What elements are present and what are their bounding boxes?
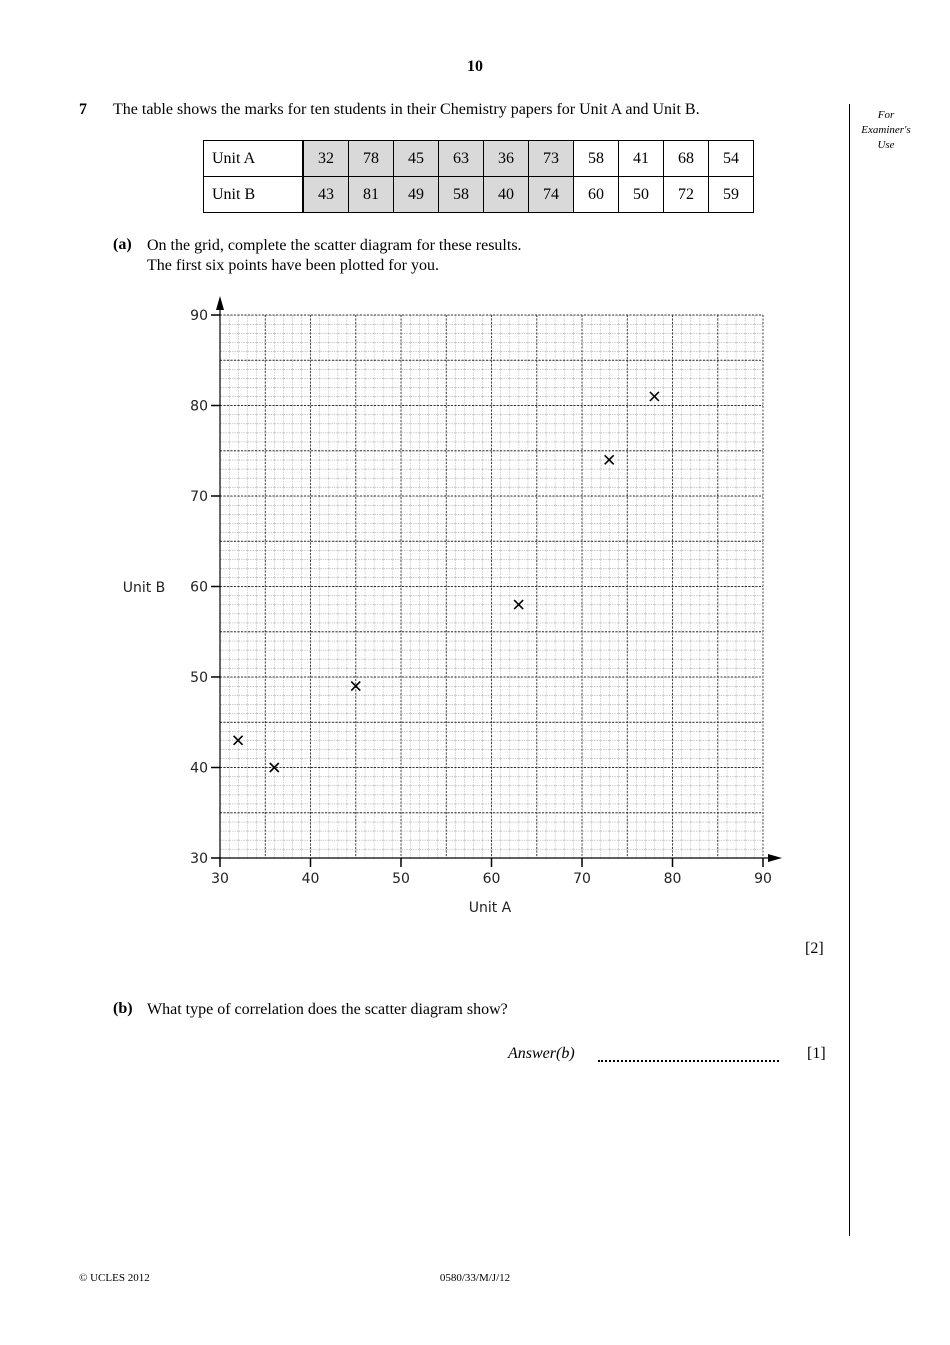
y-axis-arrow [216,296,224,310]
marks-cell: 40 [484,177,529,213]
marks-cell: 68 [664,141,709,177]
question-number: 7 [79,101,87,118]
marks-cell: 59 [709,177,754,213]
part-b-marks: [1] [807,1045,826,1062]
page-number: 10 [467,58,483,75]
marks-cell: 72 [664,177,709,213]
part-b-question: What type of correlation does the scatter diagram show? [147,1001,508,1018]
x-tick-label: 30 [211,871,229,887]
answer-b-label: Answer(b) [508,1045,575,1062]
x-axis-label: Unit A [468,900,512,916]
marks-cell: 58 [439,177,484,213]
x-tick-label: 90 [754,871,772,887]
marks-cell: 54 [709,141,754,177]
y-tick-label: 50 [190,670,208,686]
marks-cell: 49 [394,177,439,213]
marks-cell: 36 [484,141,529,177]
x-tick-label: 40 [301,871,320,887]
answer-b-line[interactable] [598,1060,779,1062]
marks-cell: 32 [303,141,349,177]
x-tick-label: 50 [392,871,410,887]
part-a-marks: [2] [805,940,824,957]
marks-cell: 58 [574,141,619,177]
marks-cell: 60 [574,177,619,213]
marks-row-header: Unit A [204,141,304,177]
y-tick-label: 40 [190,760,208,777]
marks-cell: 63 [439,141,484,177]
part-a-label: (a) [113,236,132,253]
marks-row-header: Unit B [204,177,304,213]
y-tick-label: 90 [190,308,208,324]
question-text: The table shows the marks for ten students in their Chemistry papers for Unit A and Unit B. [113,101,700,118]
marks-cell: 81 [349,177,394,213]
marks-cell: 74 [529,177,574,213]
part-a-line2: The first six points have been plotted for you. [147,257,439,274]
examiner-label-line3: Use [877,139,895,151]
y-tick-label: 60 [190,579,208,596]
x-tick-label: 80 [663,871,682,887]
x-tick-label: 60 [482,871,501,887]
y-axis-label: Unit B [122,580,166,596]
marks-cell: 45 [394,141,439,177]
footer-paper-code: 0580/33/M/J/12 [439,1272,511,1284]
marks-cell: 41 [619,141,664,177]
footer-copyright: © UCLES 2012 [79,1272,150,1284]
y-tick-label: 70 [190,489,208,505]
marks-cell: 78 [349,141,394,177]
marks-cell: 43 [303,177,349,213]
examiner-label-line2: Examiner's [861,124,911,136]
part-b-label: (b) [113,1000,133,1017]
marks-cell: 50 [619,177,664,213]
part-a-line1: On the grid, complete the scatter diagram for these results. [147,237,522,254]
x-tick-label: 70 [573,871,591,887]
x-axis-arrow [768,854,782,862]
y-tick-label: 30 [190,851,208,867]
examiner-label-line1: For [877,109,895,121]
marks-cell: 73 [529,141,574,177]
y-tick-label: 80 [190,398,208,415]
